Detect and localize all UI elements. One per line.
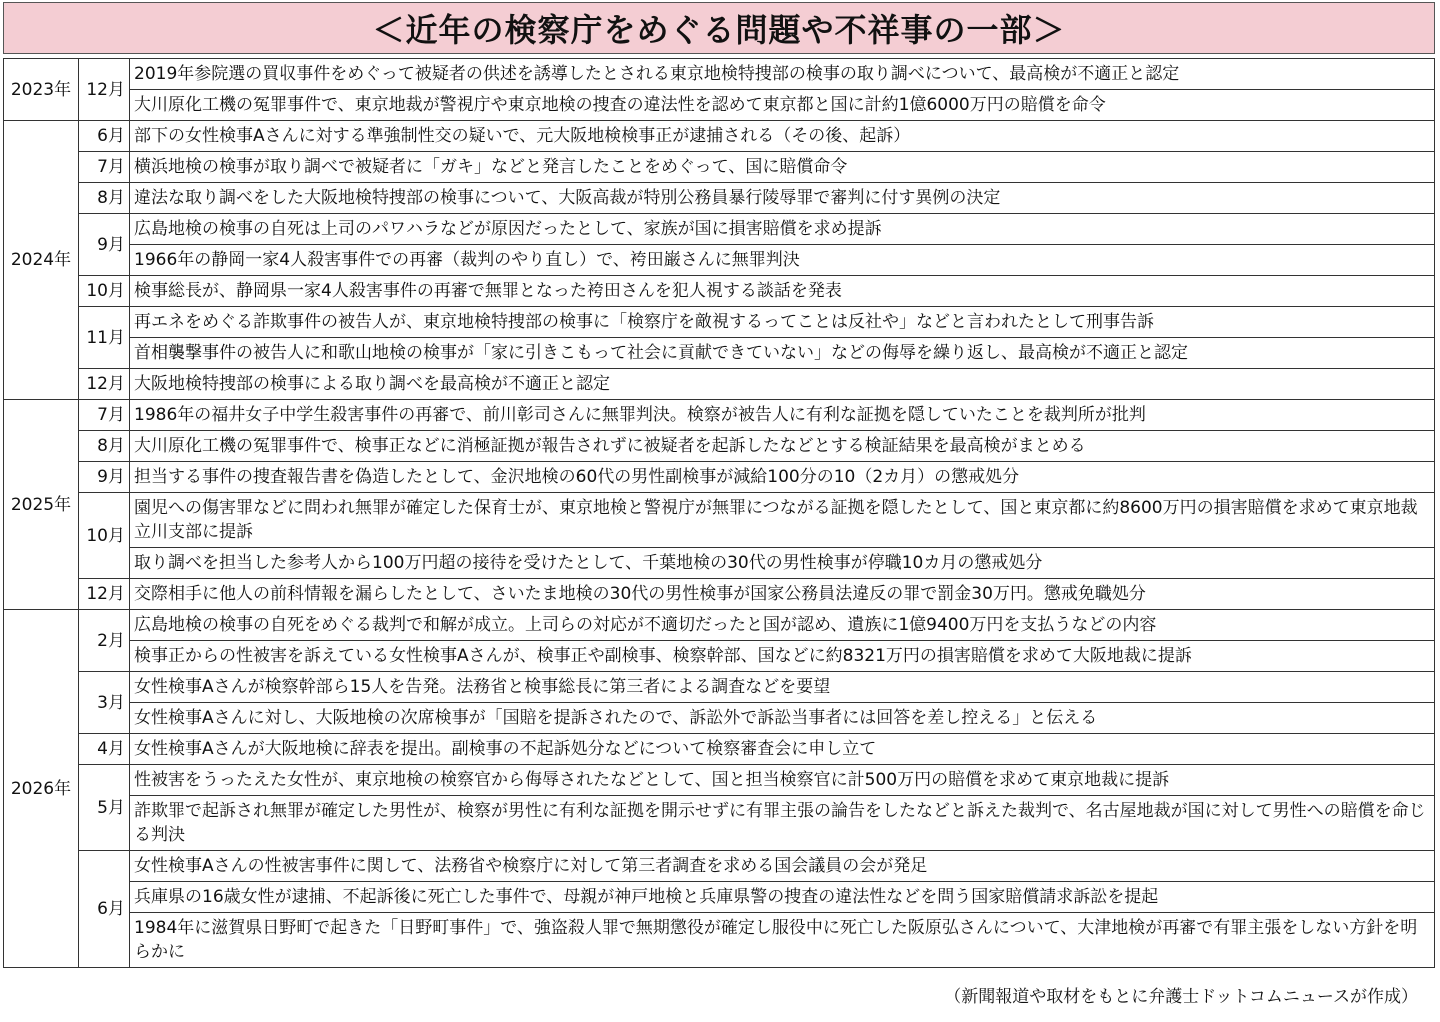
event-cell: 詐欺罪で起訴され無罪が確定した男性が、検察が男性に有利な証拠を開示せずに有罪主張の論告をしたなどと訴えた裁判で、名古屋地裁が国に対して男性への賠償を命じる判決 [130,796,1435,851]
event-cell: 2019年参院選の買収事件をめぐって被疑者の供述を誘導したとされる東京地検特捜部の検事の取り調べについて、最高検が不適正と認定 [130,59,1435,90]
table-row [4,493,1435,548]
event-cell: 兵庫県の16歳女性が逮捕、不起訴後に死亡した事件で、母親が神戸地検と兵庫県警の捜査の違法性などを問う国家賠償請求訴訟を提起 [130,882,1435,913]
month-cell: 2月 [79,610,130,672]
table-row [4,734,1435,765]
table-row [4,641,1435,672]
month-cell: 10月 [79,493,130,579]
month-cell: 12月 [79,579,130,610]
year-cell: 2025年 [4,400,79,610]
event-cell: 大阪地検特捜部の検事による取り調べを最高検が不適正と認定 [130,369,1435,400]
year-cell: 2024年 [4,121,79,400]
table-row [4,882,1435,913]
table-row [4,121,1435,152]
month-cell: 11月 [79,307,130,369]
event-cell: 1986年の福井女子中学生殺害事件の再審で、前川彰司さんに無罪判決。検察が被告人に有利な証拠を隠していたことを裁判所が批判 [130,400,1435,431]
event-cell: 性被害をうったえた女性が、東京地検の検察官から侮辱されたなどとして、国と担当検察官に計500万円の賠償を求めて東京地裁に提訴 [130,765,1435,796]
table-row [4,579,1435,610]
event-cell: 女性検事Aさんの性被害事件に関して、法務省や検察庁に対して第三者調査を求める国会議員の会が発足 [130,851,1435,882]
month-cell: 9月 [79,462,130,493]
year-cell: 2026年 [4,610,79,968]
table-row [4,152,1435,183]
year-cell: 2023年 [4,59,79,121]
month-cell: 7月 [79,400,130,431]
table-row [4,672,1435,703]
month-cell: 9月 [79,214,130,276]
event-cell: 再エネをめぐる詐欺事件の被告人が、東京地検特捜部の検事に「検察庁を敵視するってことは反社や」などと言われたとして刑事告訴 [130,307,1435,338]
event-cell: 1984年に滋賀県日野町で起きた「日野町事件」で、強盗殺人罪で無期懲役が確定し服役中に死亡した阪原弘さんについて、大津地検が再審で有罪主張をしない方針を明らかに [130,913,1435,968]
month-cell: 3月 [79,672,130,734]
table-row [4,548,1435,579]
month-cell: 5月 [79,765,130,851]
source-note: （新聞報道や取材をもとに弁護士ドットコムニュースが作成） [944,987,1418,1007]
page-title: ＜近年の検察庁をめぐる問題や不祥事の一部＞ [3,2,1435,54]
event-cell: 1966年の静岡一家4人殺害事件での再審（裁判のやり直し）で、袴田巌さんに無罪判決 [130,245,1435,276]
table-row [4,338,1435,369]
month-cell: 8月 [79,431,130,462]
table-row [4,183,1435,214]
table-row [4,431,1435,462]
month-cell: 7月 [79,152,130,183]
table-row [4,703,1435,734]
event-cell: 取り調べを担当した参考人から100万円超の接待を受けたとして、千葉地検の30代の男性検事が停職10カ月の懲戒処分 [130,548,1435,579]
event-cell: 首相襲撃事件の被告人に和歌山地検の検事が「家に引きこもって社会に貢献できていない」などの侮辱を繰り返し、最高検が不適正と認定 [130,338,1435,369]
events-table-body [4,59,1435,968]
event-cell: 女性検事Aさんが大阪地検に辞表を提出。副検事の不起訴処分などについて検察審査会に申し立て [130,734,1435,765]
event-cell: 担当する事件の捜査報告書を偽造したとして、金沢地検の60代の男性副検事が減給100分の10（2カ月）の懲戒処分 [130,462,1435,493]
table-row [4,90,1435,121]
table-row [4,913,1435,968]
table-row [4,59,1435,90]
events-table [3,58,1435,968]
month-cell: 8月 [79,183,130,214]
event-cell: 交際相手に他人の前科情報を漏らしたとして、さいたま地検の30代の男性検事が国家公務員法違反の罪で罰金30万円。懲戒免職処分 [130,579,1435,610]
table-row [4,765,1435,796]
month-cell: 4月 [79,734,130,765]
event-cell: 大川原化工機の冤罪事件で、検事正などに消極証拠が報告されずに被疑者を起訴したなどとする検証結果を最高検がまとめる [130,431,1435,462]
table-row [4,796,1435,851]
table-row [4,851,1435,882]
month-cell: 6月 [79,851,130,968]
table-row [4,369,1435,400]
event-cell: 女性検事Aさんが検察幹部ら15人を告発。法務省と検事総長に第三者による調査などを要望 [130,672,1435,703]
month-cell: 6月 [79,121,130,152]
event-cell: 広島地検の検事の自死は上司のパワハラなどが原因だったとして、家族が国に損害賠償を求め提訴 [130,214,1435,245]
event-cell: 違法な取り調べをした大阪地検特捜部の検事について、大阪高裁が特別公務員暴行陵辱罪で審判に付す異例の決定 [130,183,1435,214]
event-cell: 部下の女性検事Aさんに対する準強制性交の疑いで、元大阪地検検事正が逮捕される（その後、起訴） [130,121,1435,152]
month-cell: 12月 [79,59,130,121]
month-cell: 10月 [79,276,130,307]
event-cell: 広島地検の検事の自死をめぐる裁判で和解が成立。上司らの対応が不適切だったと国が認め、遺族に1億9400万円を支払うなどの内容 [130,610,1435,641]
event-cell: 検事正からの性被害を訴えている女性検事Aさんが、検事正や副検事、検察幹部、国などに約8321万円の損害賠償を求めて大阪地裁に提訴 [130,641,1435,672]
table-row [4,610,1435,641]
event-cell: 大川原化工機の冤罪事件で、東京地裁が警視庁や東京地検の捜査の違法性を認めて東京都と国に計約1億6000万円の賠償を命令 [130,90,1435,121]
table-row [4,400,1435,431]
event-cell: 横浜地検の検事が取り調べで被疑者に「ガキ」などと発言したことをめぐって、国に賠償命令 [130,152,1435,183]
table-row [4,462,1435,493]
table-row [4,276,1435,307]
event-cell: 検事総長が、静岡県一家4人殺害事件の再審で無罪となった袴田さんを犯人視する談話を発表 [130,276,1435,307]
event-cell: 女性検事Aさんに対し、大阪地検の次席検事が「国賠を提訴されたので、訴訟外で訴訟当事者には回答を差し控える」と伝える [130,703,1435,734]
table-row [4,214,1435,245]
table-row [4,307,1435,338]
month-cell: 12月 [79,369,130,400]
event-cell: 園児への傷害罪などに問われ無罪が確定した保育士が、東京地検と警視庁が無罪につながる証拠を隠したとして、国と東京都に約8600万円の損害賠償を求めて東京地裁立川支部に提訴 [130,493,1435,548]
table-row [4,245,1435,276]
